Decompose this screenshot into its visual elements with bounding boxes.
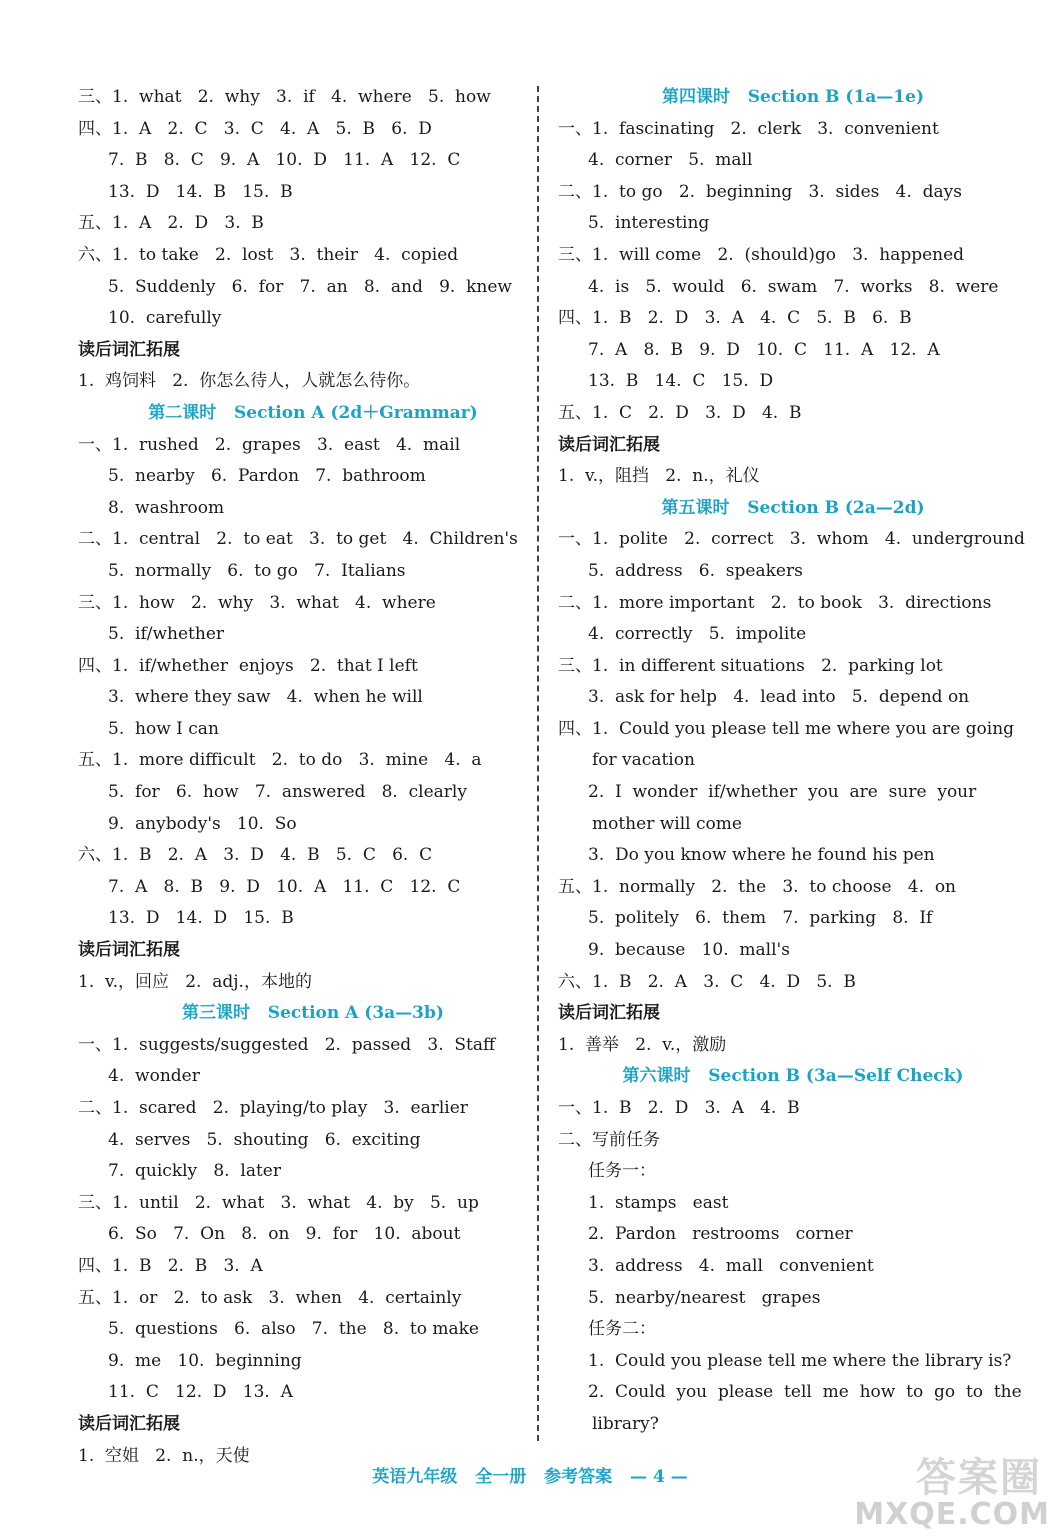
answer-line: 3. where they saw 4. when he will [108, 687, 423, 708]
answer-line: 二、1. central 2. to eat 3. to get 4. Children's [78, 529, 518, 550]
answer-line: 1. 空姐 2. n.，天使 [78, 1445, 250, 1466]
answer-line: 1. stamps east [588, 1192, 729, 1213]
answer-line: 7. A 8. B 9. D 10. C 11. A 12. A [588, 339, 940, 360]
answer-line: 3. Do you know where he found his pen [588, 845, 935, 866]
answer-line: 三、1. how 2. why 3. what 4. where [78, 592, 436, 613]
footer-volume: 全一册 [475, 1467, 527, 1487]
answer-line: 5. nearby/nearest grapes [588, 1287, 821, 1308]
answer-line: 四、1. A 2. C 3. C 4. A 5. B 6. D [78, 118, 432, 139]
answer-line: 9. me 10. beginning [108, 1350, 302, 1371]
answer-line: 1. 善举 2. v.，激励 [558, 1034, 727, 1055]
answer-line: 13. D 14. B 15. B [108, 181, 293, 202]
answer-line: 任务二： [588, 1319, 656, 1340]
answer-line: 5. interesting [588, 213, 710, 234]
answer-line: 4. correctly 5. impolite [588, 624, 807, 645]
answer-line: 1. 鸡饲料 2. 你怎么待人，人就怎么待你。 [78, 371, 421, 392]
right-column [558, 82, 1025, 1441]
answer-line: 1. v.，回应 2. adj.，本地的 [78, 971, 312, 992]
answer-line: 一、1. fascinating 2. clerk 3. convenient [558, 118, 939, 139]
answer-line: 1. Could you please tell me where the library is? [588, 1350, 1012, 1371]
answer-line: 10. carefully [108, 308, 222, 329]
answer-line: 2. I wonder if/whether you are sure your [588, 782, 977, 803]
answer-line: 11. C 12. D 13. A [108, 1382, 293, 1403]
answer-line: 四、1. B 2. D 3. A 4. C 5. B 6. B [558, 308, 912, 329]
lesson-heading: 第五课时 Section B (2a—2d) [661, 497, 925, 518]
answer-line: 二、1. more important 2. to book 3. directions [558, 592, 992, 613]
page-number: — 4 — [630, 1467, 688, 1487]
answer-line: 五、1. A 2. D 3. B [78, 213, 264, 234]
answer-line: 五、1. C 2. D 3. D 4. B [558, 402, 802, 423]
answer-line: 三、1. in different situations 2. parking lot [558, 655, 943, 676]
answer-line: 7. A 8. B 9. D 10. A 11. C 12. C [108, 876, 461, 897]
answer-line: 二、1. to go 2. beginning 3. sides 4. days [558, 181, 962, 202]
answer-line: 8. washroom [108, 497, 225, 518]
answer-line: 5. Suddenly 6. for 7. an 8. and 9. knew [108, 276, 512, 297]
answer-line: 5. normally 6. to go 7. Italians [108, 560, 406, 581]
answer-line: 2. Could you please tell me how to go to the [588, 1382, 1022, 1403]
watermark-site-text: MXQE.COM [854, 1497, 1050, 1532]
answer-line: 一、1. rushed 2. grapes 3. east 4. mail [78, 434, 461, 455]
answer-line: 5. for 6. how 7. answered 8. clearly [108, 782, 467, 803]
answer-line: 4. is 5. would 6. swam 7. works 8. were [588, 276, 999, 297]
answer-line: 4. serves 5. shouting 6. exciting [108, 1129, 421, 1150]
watermark-logo [854, 1446, 1050, 1532]
answer-line: 四、1. if/whether enjoys 2. that I left [78, 655, 418, 676]
answer-line: 9. because 10. mall's [588, 940, 790, 961]
lesson-heading: 第三课时 Section A (3a—3b) [182, 1003, 444, 1024]
answer-line: 7. quickly 8. later [108, 1161, 281, 1182]
answer-line: 六、1. B 2. A 3. D 4. B 5. C 6. C [78, 845, 433, 866]
answer-line: 6. So 7. On 8. on 9. for 10. about [108, 1224, 461, 1245]
answer-line: 2. Pardon restrooms corner [588, 1224, 853, 1245]
answer-line: 5. questions 6. also 7. the 8. to make [108, 1319, 479, 1340]
answer-line: 三、1. what 2. why 3. if 4. where 5. how [78, 87, 491, 107]
answer-line: 3. ask for help 4. lead into 5. depend on [588, 687, 970, 708]
column-divider [537, 86, 539, 1441]
answer-line: 五、1. normally 2. the 3. to choose 4. on [558, 876, 957, 897]
vocab-heading: 读后词汇拓展 [78, 339, 180, 360]
answer-line: 五、1. or 2. to ask 3. when 4. certainly [78, 1287, 462, 1308]
answer-line: 9. anybody's 10. So [108, 813, 297, 834]
answer-line: 二、1. scared 2. playing/to play 3. earlier [78, 1098, 468, 1118]
lesson-heading: 第六课时 Section B (3a—Self Check) [622, 1066, 964, 1087]
answer-line: 5. nearby 6. Pardon 7. bathroom [108, 466, 426, 487]
vocab-heading: 读后词汇拓展 [558, 434, 660, 455]
vocab-heading: 读后词汇拓展 [558, 1003, 660, 1024]
answer-line: for vacation [592, 750, 695, 771]
answer-line: 六、1. to take 2. lost 3. their 4. copied [78, 244, 459, 265]
vocab-heading: 读后词汇拓展 [78, 1413, 180, 1434]
answer-line: 四、1. B 2. B 3. A [78, 1255, 263, 1276]
answer-line: 六、1. B 2. A 3. C 4. D 5. B [558, 971, 856, 992]
lesson-heading: 第二课时 Section A (2d＋Grammar) [148, 402, 478, 423]
answer-line: mother will come [592, 813, 742, 834]
answer-line: 一、1. polite 2. correct 3. whom 4. underground [558, 529, 1025, 550]
answer-line: 五、1. more difficult 2. to do 3. mine 4. a [78, 750, 482, 771]
answer-line: 三、1. will come 2. (should)go 3. happened [558, 244, 965, 265]
answer-line: 三、1. until 2. what 3. what 4. by 5. up [78, 1192, 479, 1213]
answer-line: 13. D 14. D 15. B [108, 908, 294, 929]
left-column [78, 82, 528, 1472]
answer-line: library? [592, 1413, 659, 1434]
answer-line: 7. B 8. C 9. A 10. D 11. A 12. C [108, 150, 461, 171]
vocab-heading: 读后词汇拓展 [78, 940, 180, 961]
lesson-heading: 第四课时 Section B (1a—1e) [662, 87, 924, 107]
answer-line: 二、写前任务 [558, 1129, 660, 1150]
answer-line: 13. B 14. C 15. D [588, 371, 774, 392]
answer-line: 5. address 6. speakers [588, 560, 803, 581]
answer-line: 一、1. suggests/suggested 2. passed 3. Staff [78, 1034, 496, 1055]
footer-subject: 英语九年级 [372, 1467, 458, 1487]
answer-line: 1. v.，阻挡 2. n.，礼仪 [558, 466, 760, 487]
footer-label: 参考答案 [544, 1467, 613, 1487]
answer-line: 一、1. B 2. D 3. A 4. B [558, 1098, 800, 1118]
answer-line: 4. wonder [108, 1066, 200, 1087]
answer-line: 3. address 4. mall convenient [588, 1255, 874, 1276]
answer-line: 任务一： [588, 1161, 656, 1182]
answer-line: 5. politely 6. them 7. parking 8. If [588, 908, 933, 929]
answer-line: 5. if/whether [108, 624, 225, 645]
watermark-logo-text: 答案圈 [916, 1455, 1042, 1501]
answer-line: 5. how I can [108, 718, 219, 739]
answer-line: 4. corner 5. mall [588, 150, 753, 171]
answer-line: 四、1. Could you please tell me where you are going [558, 718, 1015, 739]
